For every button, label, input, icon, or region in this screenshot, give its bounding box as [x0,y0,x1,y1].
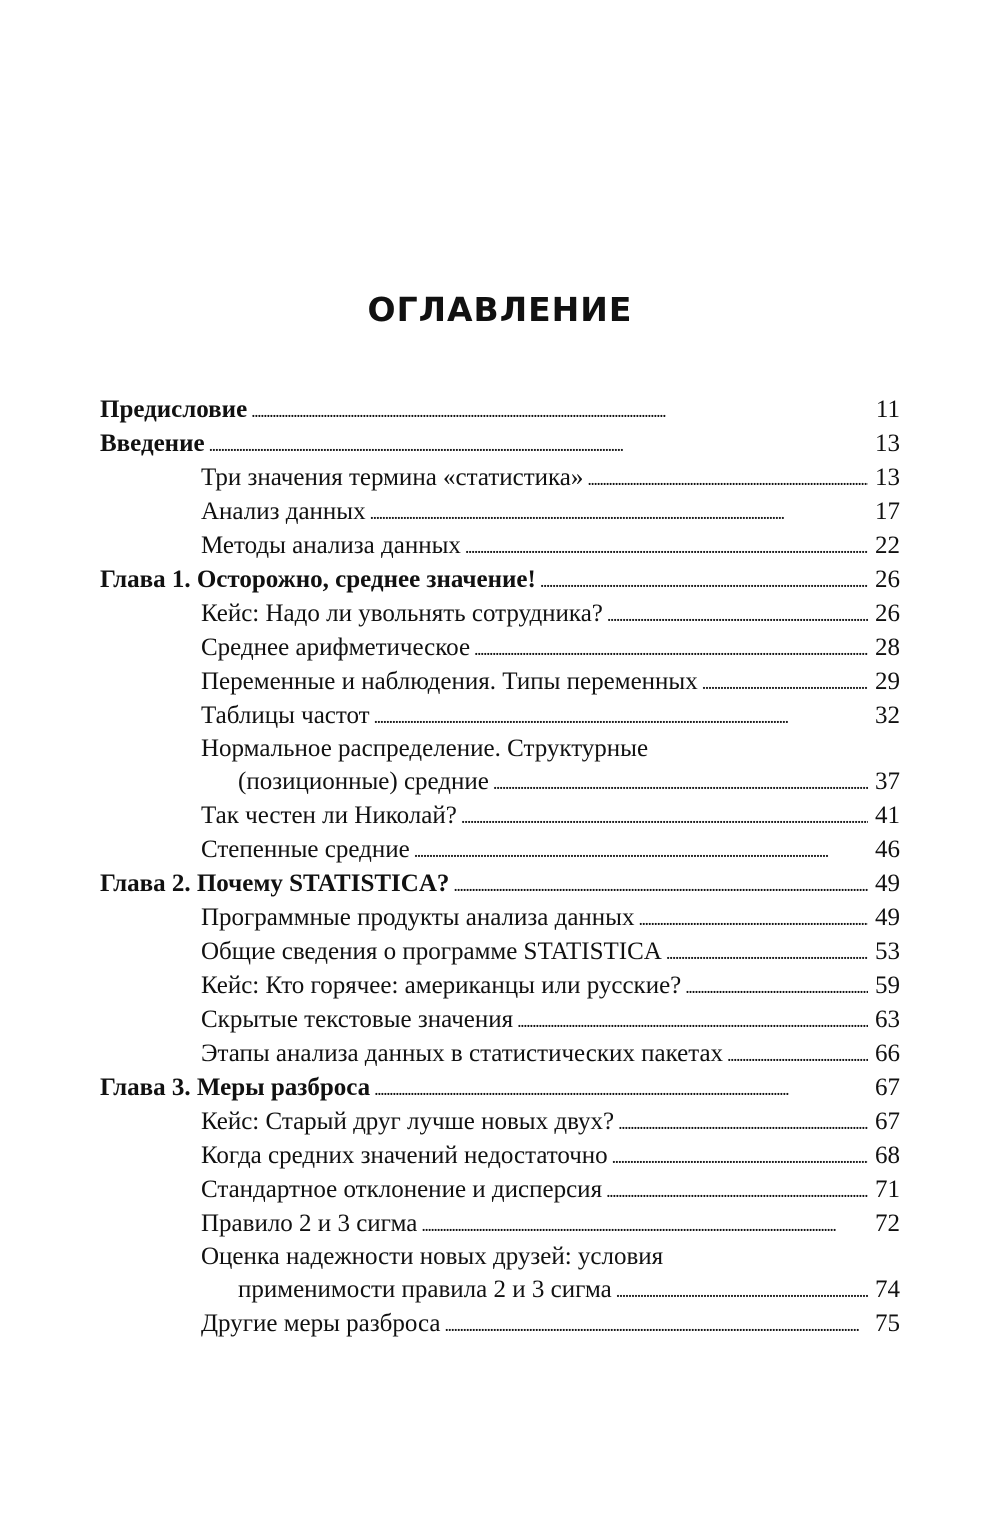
toc-entry-label-continued: (позиционные) средние [238,768,489,795]
dot-leader [370,495,868,530]
toc-page-number: 68 [875,1142,900,1169]
toc-entry-label: Так честен ли Николай? [201,802,457,829]
dot-leader [374,1071,868,1106]
dot-leader [727,1037,868,1072]
toc-subentry[interactable] [100,699,900,733]
table-of-contents [100,393,900,1341]
toc-entry-label: Введение [100,430,205,457]
toc-subentry[interactable] [100,799,900,833]
page-title: ОГЛАВЛЕНИЕ [367,290,633,329]
dot-leader [453,867,868,902]
toc-page-number: 66 [875,1040,900,1067]
toc-subentry[interactable] [100,1037,900,1071]
toc-entry-label: Методы анализа данных [201,532,461,559]
toc-subentry[interactable] [100,461,900,495]
dot-leader [461,799,868,834]
toc-entry-label: Общие сведения о программе STATISTICA [201,938,662,965]
toc-subentry[interactable] [100,1173,900,1207]
toc-subentry[interactable] [100,733,900,799]
dot-leader [493,765,868,800]
dot-leader [607,597,868,632]
dot-leader [474,631,868,666]
toc-entry-label: Предисловие [100,396,248,423]
toc-entry-label: Переменные и наблюдения. Типы переменных [201,668,698,695]
dot-leader [587,461,868,496]
toc-subentry[interactable] [100,1003,900,1037]
toc-subentry[interactable] [100,833,900,867]
toc-entry-label: Оценка надежности новых друзей: условия [201,1243,664,1270]
dot-leader [444,1307,868,1342]
toc-entry-chapter-1[interactable] [100,563,900,597]
toc-entry-label: Стандартное отклонение и дисперсия [201,1176,603,1203]
toc-subentry[interactable] [100,935,900,969]
toc-entry-label: Степенные средние [201,836,410,863]
toc-page-number: 41 [875,802,900,829]
toc-page-number: 37 [875,768,900,795]
toc-entry-label: Три значения термина «статистика» [201,464,584,491]
dot-leader [421,1207,868,1242]
toc-subentry[interactable] [100,631,900,665]
toc-subentry[interactable] [100,495,900,529]
dot-leader [517,1003,868,1038]
dot-leader [251,393,868,428]
toc-page-number: 72 [875,1210,900,1237]
toc-subentry[interactable] [100,901,900,935]
toc-entry-label: Нормальное распределение. Структурные [201,735,649,762]
dot-leader [414,833,868,868]
toc-entry-label: Глава 1. Осторожно, среднее значение! [100,566,536,593]
toc-entry-chapter-2[interactable] [100,867,900,901]
toc-page-number: 11 [875,396,900,423]
toc-entry-label: Среднее арифметическое [201,634,471,661]
toc-entry-label: Программные продукты анализа данных [201,904,635,931]
toc-entry-chapter-3[interactable] [100,1071,900,1105]
toc-subentry[interactable] [100,1207,900,1241]
toc-subentry[interactable] [100,1139,900,1173]
dot-leader [540,563,868,598]
toc-entry-label: Другие меры разброса [201,1310,441,1337]
toc-entry-label: Правило 2 и 3 сигма [201,1210,418,1237]
toc-entry-label: Кейс: Надо ли увольнять сотрудника? [201,600,603,627]
toc-entry-label: Скрытые текстовые значения [201,1006,514,1033]
dot-leader [685,969,868,1004]
toc-page-number: 67 [875,1108,900,1135]
toc-subentry[interactable] [100,1105,900,1139]
toc-page-number: 26 [875,600,900,627]
dot-leader [702,665,868,700]
toc-subentry[interactable] [100,665,900,699]
toc-entry-introduction[interactable] [100,427,900,461]
dot-leader [612,1139,868,1174]
toc-page-number: 29 [875,668,900,695]
toc-page-number: 46 [875,836,900,863]
toc-subentry[interactable] [100,1241,900,1307]
toc-page-number: 67 [875,1074,900,1101]
dot-leader [606,1173,868,1208]
toc-page-number: 49 [875,904,900,931]
toc-page-number: 53 [875,938,900,965]
toc-page-number: 28 [875,634,900,661]
toc-page-number: 32 [875,702,900,729]
toc-page-number: 17 [875,498,900,525]
toc-page-number: 22 [875,532,900,559]
toc-entry-label: Анализ данных [201,498,366,525]
toc-entry-label: Глава 3. Меры разброса [100,1074,371,1101]
dot-leader [374,699,868,734]
toc-subentry[interactable] [100,529,900,563]
toc-entry-label: Кейс: Кто горячее: американцы или русские? [201,972,682,999]
dot-leader [638,901,868,936]
dot-leader [465,529,868,564]
toc-entry-label: Кейс: Старый друг лучше новых двух? [201,1108,615,1135]
toc-page-number: 13 [875,464,900,491]
toc-entry-label: Таблицы частот [201,702,370,729]
toc-subentry[interactable] [100,969,900,1003]
toc-page-number: 49 [875,870,900,897]
toc-entry-label: Этапы анализа данных в статистических пакетах [201,1040,724,1067]
toc-page-number: 74 [875,1276,900,1303]
dot-leader [666,935,868,970]
toc-entry-label: Глава 2. Почему STATISTICA? [100,870,450,897]
toc-page-number: 26 [875,566,900,593]
toc-entry-label-continued: применимости правила 2 и 3 сигма [238,1276,612,1303]
toc-subentry[interactable] [100,597,900,631]
toc-page-number: 63 [875,1006,900,1033]
toc-page-number: 75 [875,1310,900,1337]
toc-subentry[interactable] [100,1307,900,1341]
toc-entry-preface[interactable] [100,393,900,427]
dot-leader [209,427,868,462]
toc-entry-label: Когда средних значений недостаточно [201,1142,608,1169]
toc-page-number: 13 [875,430,900,457]
toc-page-number: 59 [875,972,900,999]
toc-page-number: 71 [875,1176,900,1203]
dot-leader [618,1105,868,1140]
dot-leader [616,1273,868,1308]
